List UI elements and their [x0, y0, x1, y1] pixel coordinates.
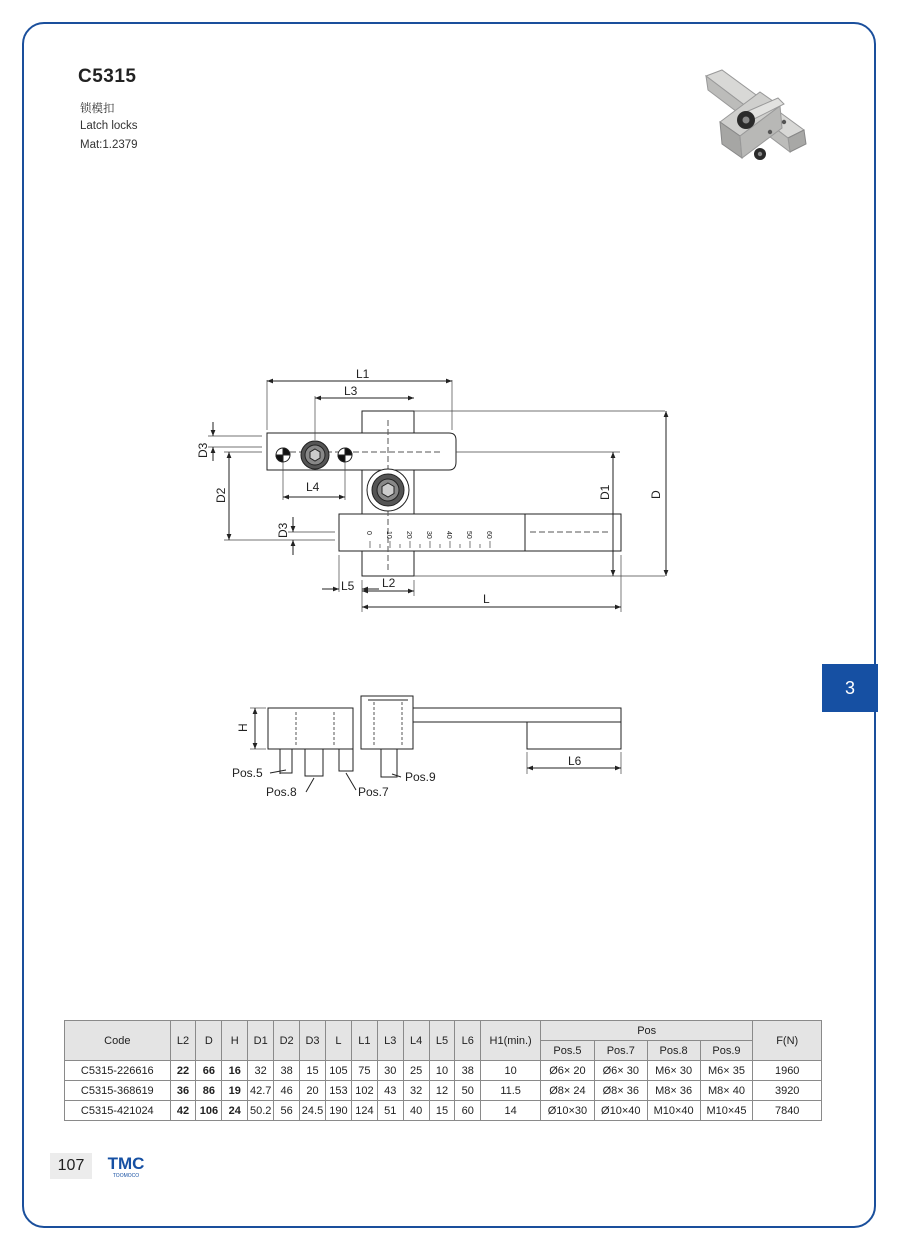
cell-pos8: M8× 36 [647, 1081, 700, 1101]
cell-h: 24 [222, 1101, 248, 1121]
chapter-tab[interactable]: 3 [822, 664, 878, 712]
col-l: L [326, 1021, 352, 1061]
cell-l1: 124 [351, 1101, 377, 1121]
cell-h1-min: 11.5 [481, 1081, 541, 1101]
cell-pos5: Ø6× 20 [541, 1061, 595, 1081]
cell-l3: 30 [377, 1061, 403, 1081]
product-name-en: Latch locks [80, 120, 138, 132]
cell-l2: 36 [170, 1081, 196, 1101]
cell-d: 86 [196, 1081, 222, 1101]
cell-pos9: M8× 40 [700, 1081, 753, 1101]
cell-h1-min: 14 [481, 1101, 541, 1121]
scale-30: 30 [425, 531, 432, 539]
technical-drawing [190, 360, 710, 820]
cell-pos9: M6× 35 [700, 1061, 753, 1081]
cell-d1: 42.7 [248, 1081, 274, 1101]
label-pos5: Pos.5 [232, 766, 263, 780]
cell-pos7: Ø6× 30 [594, 1061, 647, 1081]
scale-10: 10 [385, 531, 392, 539]
table-row [65, 1101, 822, 1121]
cell-l: 105 [326, 1061, 352, 1081]
dim-l6: L6 [568, 754, 582, 768]
logo-subtext: TOOMOCO [112, 1173, 140, 1179]
cell-d1: 32 [248, 1061, 274, 1081]
col-l3: L3 [377, 1021, 403, 1061]
dim-d: D [649, 490, 663, 499]
product-name-cn: 锁模扣 [80, 103, 115, 115]
label-pos8: Pos.8 [266, 785, 297, 799]
dim-d3-top: D3 [196, 442, 210, 458]
cell-l4: 25 [403, 1061, 429, 1081]
cell-l6: 38 [455, 1061, 481, 1081]
col-l6: L6 [455, 1021, 481, 1061]
cell-l5: 15 [429, 1101, 455, 1121]
cell-l2: 42 [170, 1101, 196, 1121]
cell-pos8: M6× 30 [647, 1061, 700, 1081]
cell-l6: 50 [455, 1081, 481, 1101]
col-l1: L1 [351, 1021, 377, 1061]
cell-d3: 15 [300, 1061, 326, 1081]
page-number: 107 [50, 1153, 92, 1179]
cell-force: 1960 [753, 1061, 822, 1081]
product-code-title: C5315 [78, 66, 137, 87]
col-d1: D1 [248, 1021, 274, 1061]
cell-h: 16 [222, 1061, 248, 1081]
cell-l2: 22 [170, 1061, 196, 1081]
dim-l5: L5 [341, 579, 355, 593]
cell-l4: 32 [403, 1081, 429, 1101]
cell-l1: 75 [351, 1061, 377, 1081]
table-row [65, 1061, 822, 1081]
cell-d3: 24.5 [300, 1101, 326, 1121]
table-row [65, 1081, 822, 1101]
scale-40: 40 [445, 531, 452, 539]
col-d3: D3 [300, 1021, 326, 1061]
cell-pos8: M10×40 [647, 1101, 700, 1121]
label-pos9: Pos.9 [405, 770, 436, 784]
col-pos5: Pos.5 [541, 1041, 595, 1061]
cell-pos7: Ø8× 36 [594, 1081, 647, 1101]
spec-table [64, 1020, 822, 1121]
cell-l6: 60 [455, 1101, 481, 1121]
cell-d: 106 [196, 1101, 222, 1121]
col-force: F(N) [753, 1021, 822, 1061]
product-photo [700, 62, 820, 182]
col-code: Code [65, 1021, 171, 1061]
cell-d2: 46 [274, 1081, 300, 1101]
col-l5: L5 [429, 1021, 455, 1061]
dim-l: L [483, 592, 490, 606]
cell-force: 3920 [753, 1081, 822, 1101]
col-h1-min: H1(min.) [481, 1021, 541, 1061]
cell-code: C5315-421024 [65, 1101, 171, 1121]
scale-60: 60 [485, 531, 492, 539]
table-header-row [65, 1021, 822, 1041]
cell-pos7: Ø10×40 [594, 1101, 647, 1121]
cell-l4: 40 [403, 1101, 429, 1121]
col-d: D [196, 1021, 222, 1061]
col-h: H [222, 1021, 248, 1061]
logo-text: TMC [107, 1154, 145, 1173]
cell-code: C5315-368619 [65, 1081, 171, 1101]
cell-l1: 102 [351, 1081, 377, 1101]
dim-l1: L1 [356, 367, 370, 381]
label-pos7: Pos.7 [358, 785, 389, 799]
dim-d3-bottom: D3 [276, 522, 290, 538]
col-pos7: Pos.7 [594, 1041, 647, 1061]
col-l2: L2 [170, 1021, 196, 1061]
dim-h: H [236, 723, 250, 732]
dim-l2: L2 [382, 576, 396, 590]
cell-l3: 51 [377, 1101, 403, 1121]
scale-20: 20 [405, 531, 412, 539]
cell-code: C5315-226616 [65, 1061, 171, 1081]
cell-pos5: Ø10×30 [541, 1101, 595, 1121]
material-label: Mat:1.2379 [80, 139, 138, 151]
cell-d2: 38 [274, 1061, 300, 1081]
col-pos-group: Pos [541, 1021, 753, 1041]
cell-d3: 20 [300, 1081, 326, 1101]
cell-pos9: M10×45 [700, 1101, 753, 1121]
cell-l5: 10 [429, 1061, 455, 1081]
cell-l: 153 [326, 1081, 352, 1101]
cell-h: 19 [222, 1081, 248, 1101]
col-d2: D2 [274, 1021, 300, 1061]
cell-d2: 56 [274, 1101, 300, 1121]
dim-d2: D2 [214, 487, 228, 503]
cell-force: 7840 [753, 1101, 822, 1121]
tmc-logo [102, 1154, 150, 1180]
scale-0: 0 [365, 531, 372, 535]
cell-d: 66 [196, 1061, 222, 1081]
col-pos8: Pos.8 [647, 1041, 700, 1061]
col-l4: L4 [403, 1021, 429, 1061]
dim-d1: D1 [598, 484, 612, 500]
col-pos9: Pos.9 [700, 1041, 753, 1061]
cell-l3: 43 [377, 1081, 403, 1101]
dim-l3: L3 [344, 384, 358, 398]
cell-h1-min: 10 [481, 1061, 541, 1081]
cell-pos5: Ø8× 24 [541, 1081, 595, 1101]
dim-l4: L4 [306, 480, 320, 494]
scale-50: 50 [465, 531, 472, 539]
cell-l5: 12 [429, 1081, 455, 1101]
cell-l: 190 [326, 1101, 352, 1121]
cell-d1: 50.2 [248, 1101, 274, 1121]
